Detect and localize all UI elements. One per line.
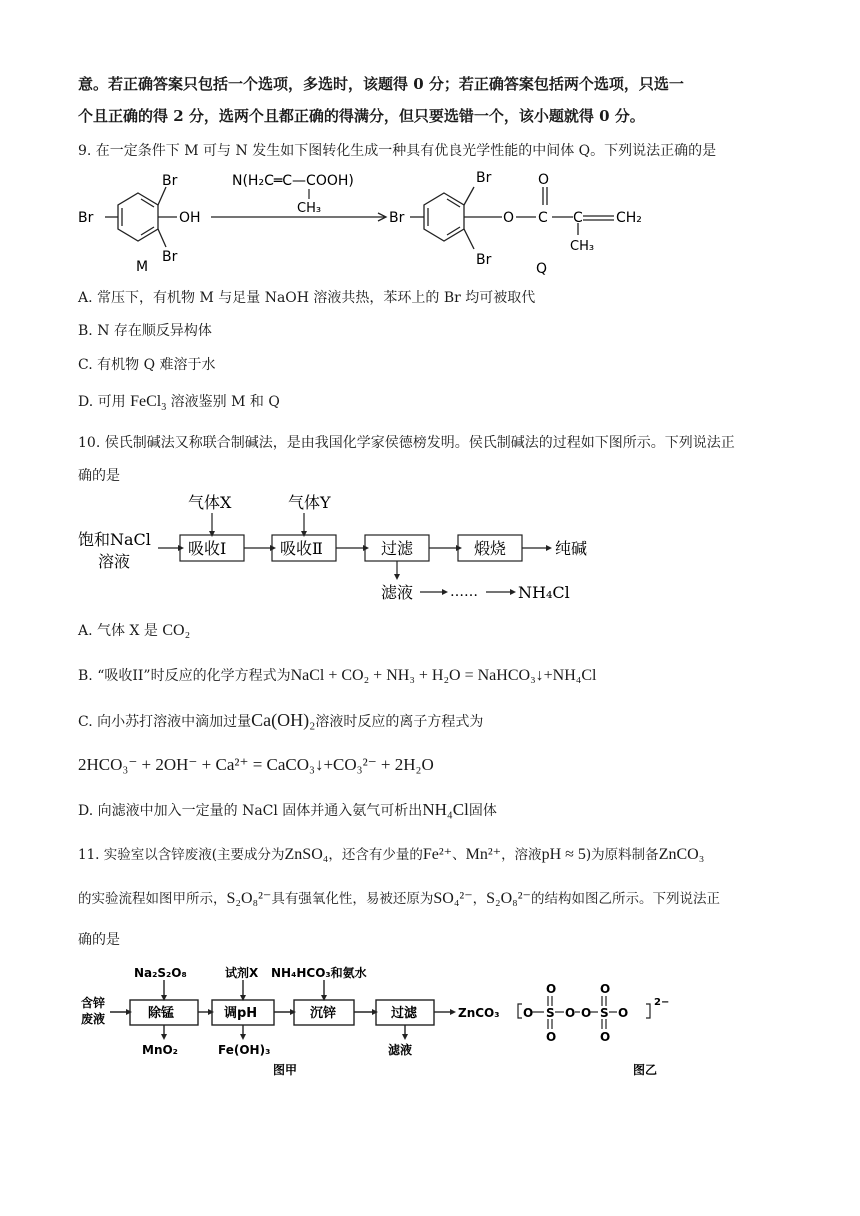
m-br-left: Br <box>78 210 94 226</box>
q10-stem-2: 确的是 <box>78 468 120 484</box>
svg-text:S: S <box>600 1006 609 1020</box>
q10-filtrate: 滤液 <box>381 583 414 602</box>
n-ch3: CH₃ <box>297 201 322 216</box>
svg-text:S: S <box>546 1006 555 1020</box>
q10-option-c: C. 向小苏打溶液中滴加过量Ca(OH)₂溶液时反应的离子方程式为 <box>78 710 484 730</box>
q10-stem-1: 10. 侯氏制碱法又称联合制碱法，是由我国化学家侯德榜发明。侯氏制碱法的过程如下图所示。下列说法正 <box>78 435 735 451</box>
svg-text:O: O <box>565 1006 576 1020</box>
q10-d-formula: NH₄Cl <box>422 800 469 819</box>
q11-reagent-nh4hco3: NH₄HCO₃和氨水 <box>271 966 367 980</box>
m-benzene-ring <box>118 193 158 241</box>
q11-box1-label: 除锰 <box>148 1006 175 1021</box>
q9-d-formula: FeCl$_3$ <box>130 393 167 414</box>
q10-input-line1: 饱和NaCl <box>78 530 151 549</box>
q-br-bottom: Br <box>476 252 492 268</box>
q-label: Q <box>536 261 548 277</box>
q9-option-d <box>78 392 280 418</box>
svg-text:O: O <box>618 1006 629 1020</box>
m-br-bottom: Br <box>162 249 178 265</box>
q11-out-filtrate: 滤液 <box>388 1043 413 1057</box>
q10-a-formula: CO₂ <box>162 622 191 639</box>
m-oh: OH <box>179 210 201 226</box>
q10-product: 纯碱 <box>555 539 588 558</box>
q-ch2: CH₂ <box>616 210 642 226</box>
q11-stem-1: 11. 实验室以含锌废液(主要成分为ZnSO₄，还含有少量的Fe²⁺、Mn²⁺，溶液pH ≈ 5)为原料制备ZnCO₃ <box>78 846 705 863</box>
q10-b-equation: NaCl + CO₂ + NH₃ + H₂O = NaHCO₃↓+NH₄Cl <box>290 667 597 684</box>
q-br-left: Br <box>389 210 405 226</box>
q10-gas-y: 气体Y <box>288 493 331 512</box>
q10-option-d: D. 向滤液中加入一定量的 NaCl 固体并通入氨气可析出NH₄Cl固体 <box>78 800 497 819</box>
q11-stem-2: 的实验流程如图甲所示，S₂O₈²⁻具有强氧化性，易被还原为SO₄²⁻，S₂O₈²⁻的结构如图乙所示。下列说法正 <box>78 890 720 907</box>
q11-structure-charge: 2− <box>654 997 670 1008</box>
q9-stem: 9. 在一定条件下 M 可与 N 发生如下图转化生成一种具有优良光学性能的中间体 Q。下列说法正确的是 <box>78 143 717 159</box>
svg-text:O: O <box>523 1006 534 1020</box>
q10-option-b: B. “吸收II”时反应的化学方程式为NaCl + CO₂ + NH₃ + H₂O = NaHCO₃↓+NH₄Cl <box>78 667 597 684</box>
q-vinyl-c: C <box>573 210 583 226</box>
svg-text:O: O <box>600 1030 611 1044</box>
q10-box3-label: 过滤 <box>381 539 414 558</box>
m-br-top: Br <box>162 173 178 189</box>
q11-reagent-x: 试剂X <box>225 966 259 980</box>
q-carbonyl-o: O <box>538 172 550 188</box>
q-br-top: Br <box>476 170 492 186</box>
n-reagent: N(H₂C═C—COOH) <box>232 173 354 189</box>
q9-reaction-scheme <box>78 165 658 280</box>
q10-flow-diagram <box>78 488 608 608</box>
q10-c-formula: Ca(OH)₂ <box>251 710 316 730</box>
q10-option-a: A. 气体 X 是 CO₂ <box>78 622 191 639</box>
q-carbonyl-c: C <box>538 210 548 226</box>
q10-input-line2: 溶液 <box>98 552 131 571</box>
q-ch3: CH₃ <box>570 239 595 254</box>
q9-d-prefix: D. 可用 <box>78 394 126 410</box>
q9-option-c: C. 有机物 Q 难溶于水 <box>78 357 216 373</box>
svg-text:O: O <box>546 982 557 996</box>
q11-input-line2: 废液 <box>81 1012 106 1026</box>
intro-line-1: 意。若正确答案只包括一个选项，多选时，该题得 0 分；若正确答案包括两个选项，只选一 <box>78 75 684 93</box>
q10-box1-label: 吸收Ⅰ <box>188 539 227 558</box>
q11-persulfate-structure <box>523 982 669 1077</box>
q-benzene-ring <box>424 193 464 241</box>
q10-box4-label: 煅烧 <box>474 539 507 558</box>
q11-stem-3: 确的是 <box>78 932 120 948</box>
q10-gas-x: 气体X <box>188 493 232 512</box>
intro-line-2: 个且正确的得 2 分，选两个且都正确的得满分，但只要选错一个，该小题就得 0 分。 <box>78 107 645 125</box>
molecule-m <box>105 187 177 247</box>
q10-box2-label: 吸收Ⅱ <box>280 539 323 558</box>
q11-box2-label: 调pH <box>224 1006 258 1021</box>
q10-nh4cl: NH₄Cl <box>518 583 570 602</box>
q10-dots: …… <box>450 584 478 600</box>
q9-option-b: B. N 存在顺反异构体 <box>78 323 212 339</box>
q11-out-mno2: MnO₂ <box>142 1043 178 1057</box>
svg-text:O: O <box>546 1030 557 1044</box>
q9-d-suffix: 溶液鉴别 M 和 Q <box>170 394 280 410</box>
q11-input-line1: 含锌 <box>81 996 106 1010</box>
q10-c-ionic-equation: 2HCO₃⁻ + 2OH⁻ + Ca²⁺ = CaCO₃↓+CO₃²⁻ + 2H₂O <box>78 755 434 774</box>
q11-caption-yi: 图乙 <box>633 1063 658 1077</box>
svg-text:O: O <box>600 982 611 996</box>
q-ester-o: O <box>503 210 515 226</box>
m-label: M <box>136 259 149 275</box>
q9-option-a: A. 常压下，有机物 M 与足量 NaOH 溶液共热，苯环上的 Br 均可被取代 <box>78 290 536 306</box>
q11-flow-diagram <box>78 962 718 1082</box>
q11-product: ZnCO₃ <box>458 1006 500 1020</box>
svg-text:O: O <box>581 1006 592 1020</box>
q11-caption-jia: 图甲 <box>273 1063 298 1077</box>
q11-box4-label: 过滤 <box>391 1006 418 1021</box>
q11-box3-label: 沉锌 <box>310 1006 337 1021</box>
q11-reagent-na2s2o8: Na₂S₂O₈ <box>134 966 187 980</box>
q11-out-feoh3: Fe(OH)₃ <box>218 1043 271 1057</box>
